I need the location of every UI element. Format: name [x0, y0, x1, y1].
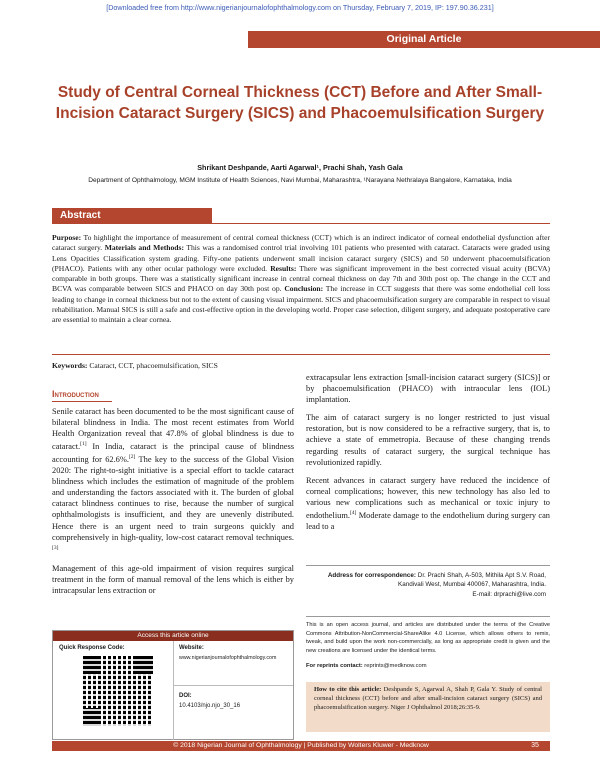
introduction-rule	[52, 401, 112, 402]
ref-link[interactable]: [3]	[52, 544, 59, 551]
column-left	[52, 406, 294, 603]
article-type-banner: Original Article	[248, 31, 600, 48]
conclusion-label: Conclusion:	[284, 284, 324, 294]
divider	[173, 685, 293, 686]
doi-link[interactable]: 10.4103/njo.njo_30_16	[179, 703, 241, 709]
results-text: There was significant improvement in the best corrected visual acuity (BCVA) comparable in both groups. There was a statistically significant increase in central corneal thickness on day 7th and 30th post op. The change in the CCT and BCVA was comparable between SICS and PHACO on day 30th post op.	[52, 263, 550, 294]
methods-text: This was a randomised control trial involving 101 patients who presented with cataract. Cataracts were graded using Lens Opacities Classification system grading. Fifty-one patients underwent small incision cataract surgery (SICS) and 50 underwent phacoemulsification (PHACO). Patients with any other ocular pathology were excluded.	[52, 243, 550, 273]
intro-paragraph-5: Recent advances in cataract surgery have reduced the incidence of corneal complications; however, this new technology has also led to various new complications such as mechanical or toxic injury to endothelium.[4] Moderate damage to the endothelium during surgery can lead to a	[306, 475, 550, 531]
purpose-text: To highlight the importance of measurement of central corneal thickness (CCT) which is an indirect indicator of corneal endothelial dysfunction after cataract surgery.	[52, 233, 550, 253]
intro-paragraph-1: Senile cataract has been documented to be the most significant cause of bilateral blindness in India. The most recent estimates from World Health Organization reveal that 47.8% of global blindness is due to cataract.[1] In India, cataract is the principal cause of blindness accounting for 62.6%.[2] The key to the success of the Global Vision 2020: The right-to-sight initiative is a special effort to tackle cataract blindness which includes the estimation of magnitude of the problem and understanding the factors associated with it. The burden of global cataract blindness continues to rise, because the number of surgical ophthalmologists is insufficient, and they are unevenly distributed. Hence there is an urgent need to train surgeons quickly and comprehensively in high-quality, low-cost cataract removal techniques.[3]	[52, 407, 294, 551]
conclusion-text: The increase in CCT suggests that there was some endothelial cell loss leading to change in corneal thickness but not to the extent of causing visual impairment. SICS and phacoemulsification surgery are comparable in respect to visual rehabilitation. Manual SICS is still a safe and cost-effective option in the developing world. Proper case selection, diligent surgery, and adequate postoperative care are essential to maintain a clear cornea.	[52, 284, 550, 325]
how-to-cite-box	[306, 682, 550, 732]
purpose-label: Purpose:	[52, 233, 82, 242]
license-notice: This is an open access journal, and articles are distributed under the terms of the Creative Commons Attribution-NonCommercial-ShareAlike 4.0 License, which allows others to remix, tweak, and build upon the work non-commercially, as long as appropriate credit is given and the new creations are licensed under the identical terms.	[306, 616, 550, 655]
cite-text: Deshpande S, Agarwal A, Shah P, Gala Y. Study of central corneal thickness (CCT) before and after small-incision cataract surgery (SICS) and phacoemulsification surgery. Niger J Ophthalmol 2018;26:35-9.	[314, 686, 542, 712]
page-number: 35	[531, 742, 539, 749]
authors: Shrikant Deshpande, Aarti Agarwal¹, Prachi Shah, Yash Gala	[197, 163, 403, 172]
keywords-label: Keywords:	[52, 361, 88, 370]
intro-paragraph-3: extracapsular lens extraction [small-incision cataract surgery (SICS)] or by phacoemulsification (PHACO) with intraocular lens (IOL) implantation.	[306, 373, 550, 405]
keywords-text: Cataract, CCT, phacoemulsification, SICS	[87, 361, 218, 370]
footer-bar: © 2018 Nigerian Journal of Ophthalmology | Published by Wolters Kluwer - Medknow	[52, 741, 550, 751]
correspondence-email[interactable]: E-mail: drprachi@live.com	[472, 590, 546, 598]
divider	[173, 641, 174, 740]
qr-label: Quick Response Code:	[59, 645, 125, 651]
ref-link[interactable]: [1]	[80, 441, 87, 448]
access-box-heading: Access this article online	[53, 631, 293, 641]
intro-paragraph-2: Management of this age-old impairment of vision requires surgical treatment in the form of manual removal of the lens which is either by intracapsular lens extraction or	[52, 563, 294, 595]
correspondence-address: Address for correspondence: Dr. Prachi Shah, A-503, Mithila Apt S.V. Road, Kandivali West, Mumbai 400067, Maharashtra, India. E-mail: drprachi@live.com	[327, 572, 546, 598]
ref-link[interactable]: [2]	[128, 454, 136, 461]
affiliation: Department of Ophthalmology, MGM Institute of Health Sciences, Navi Mumbai, Maharashtra, ¹Narayana Nethralaya Bangalore, Karnataka, India	[88, 177, 512, 184]
qr-code-icon[interactable]	[83, 656, 153, 726]
intro-paragraph-4: The aim of cataract surgery is no longer restricted to just visual restoration, but is now considered to be a refractive surgery, that is, to achieve a state of emmetropia. Because of these changing trends regarding results of cataract surgery, the surgical technique has revolutionized rapidly.	[306, 413, 550, 467]
website-link[interactable]: www.nigerianjournalofophthalmology.com	[179, 655, 277, 661]
results-label: Results:	[270, 263, 297, 273]
correspondence-label: Address for correspondence:	[327, 572, 417, 579]
divider	[306, 565, 550, 566]
methods-label: Materials and Methods:	[104, 243, 184, 253]
doi-label: DOI:	[179, 693, 192, 699]
keywords	[52, 354, 550, 370]
cite-label: How to cite this article:	[314, 686, 382, 693]
ref-link[interactable]: [4]	[349, 510, 357, 517]
abstract-rule	[212, 223, 550, 224]
access-article-box	[52, 630, 294, 740]
download-note: [Downloaded free from http://www.nigerianjournalofophthalmology.com on Thursday, February 7, 2019, IP: 197.90.36.231]	[106, 3, 494, 12]
reprints-contact: For reprints contact: reprints@medknow.com	[306, 663, 427, 669]
article-title: Study of Central Corneal Thickness (CCT) Before and After Small-Incision Cataract Surgery (SICS) and Phacoemulsification Surgery	[55, 84, 545, 122]
reprints-email[interactable]: reprints@medknow.com	[362, 663, 427, 669]
website-label: Website:	[179, 645, 204, 651]
abstract-heading: Abstract	[52, 208, 212, 224]
introduction-heading: Introduction	[52, 389, 99, 399]
column-right	[306, 372, 550, 539]
abstract-text	[52, 233, 550, 326]
